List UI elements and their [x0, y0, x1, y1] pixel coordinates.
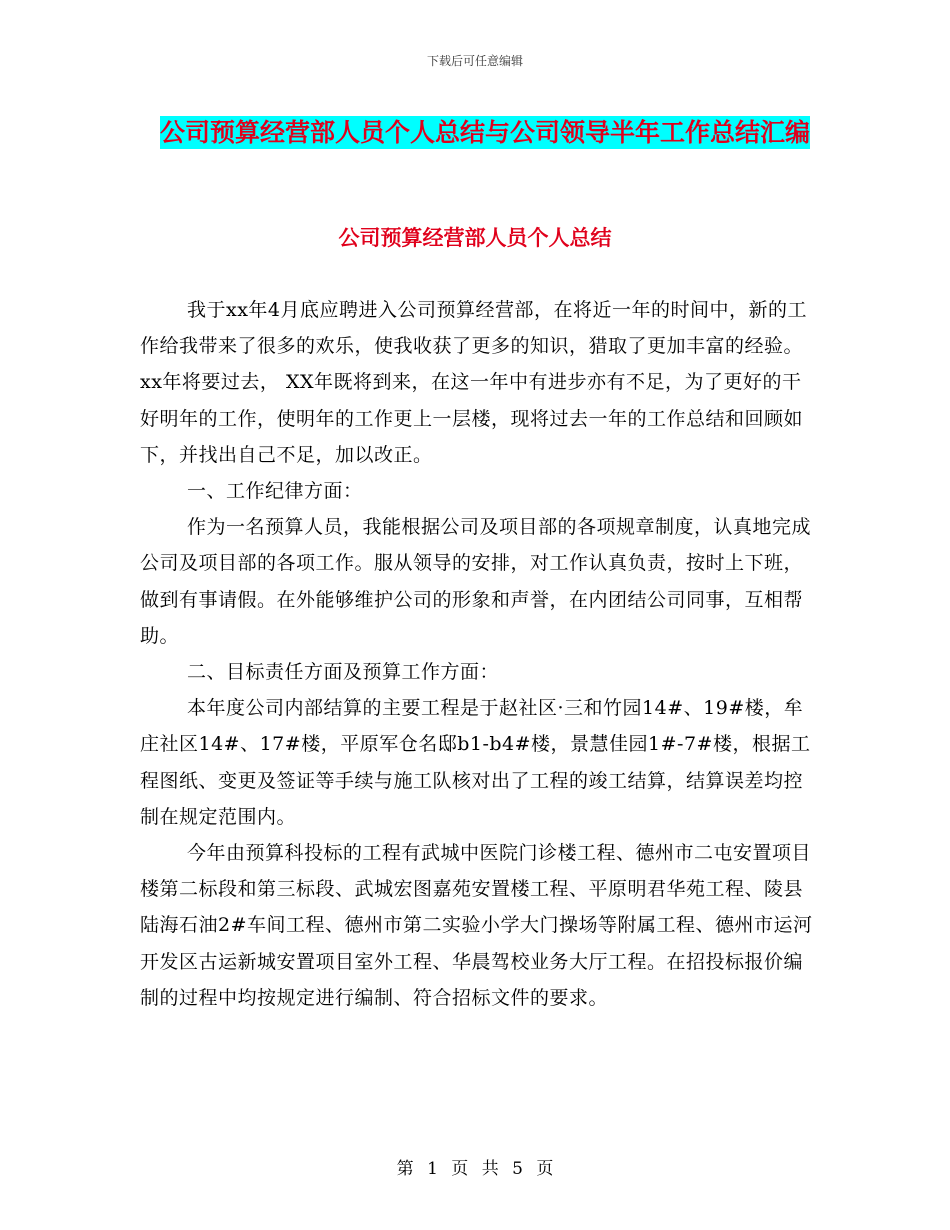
heading-work-discipline: 一、工作纪律方面：: [187, 480, 363, 503]
document-title-text: 公司预算经营部人员个人总结与公司领导半年工作总结汇编: [159, 118, 810, 147]
paragraph-settlement: 本年度公司内部结算的主要工程是于赵社区·三和竹园14#、19#楼，牟庄社区14#、17#楼，平原军仓名邸b1-b4#楼，景慧佳园1#-7#楼，根据工程图纸、变更及签证等手续与施工队核对出了工程的竣工结算，结算误差均控制在规定范围内。: [140, 697, 811, 828]
page-number-footer: 第 1 页 共 5 页: [396, 1159, 554, 1179]
paragraph-bidding: 今年由预算科投标的工程有武城中医院门诊楼工程、德州市二屯安置项目楼第二标段和第三标段、武城宏图嘉苑安置楼工程、平原明君华苑工程、陵县陆海石油2#车间工程、德州市第二实验小学大门操场等附属工程、德州市运河开发区古运新城安置项目室外工程、华晨驾校业务大厅工程。在招投标报价编制的过程中均按规定进行编制、符合招标文件的要求。: [140, 842, 813, 1009]
heading-target-responsibility: 二、目标责任方面及预算工作方面：: [187, 661, 500, 684]
document-body: [140, 292, 820, 1016]
page-header-note: 下载后可任意编辑: [426, 54, 523, 68]
paragraph-work-discipline: 作为一名预算人员，我能根据公司及项目部的各项规章制度，认真地完成公司及项目部的各项工作。服从领导的安排，对工作认真负责，按时上下班，做到有事请假。在外能够维护公司的形象和声誉，在内团结公司同事，互相帮助。: [140, 516, 812, 647]
paragraph-intro: 我于xx年4月底应聘进入公司预算经营部，在将近一年的时间中，新的工作给我带来了很多的欢乐，使我收获了更多的知识，猎取了更加丰富的经验。xx年将要过去， XX年既将到来，在这一年中有进步亦有不足，为了更好的干好明年的工作，使明年的工作更上一层楼，现将过去一年的工作总结和回顾如下，并找出自己不足，加以改正。: [140, 299, 808, 466]
document-title: [140, 108, 830, 157]
section-title: 公司预算经营部人员个人总结: [338, 226, 612, 250]
